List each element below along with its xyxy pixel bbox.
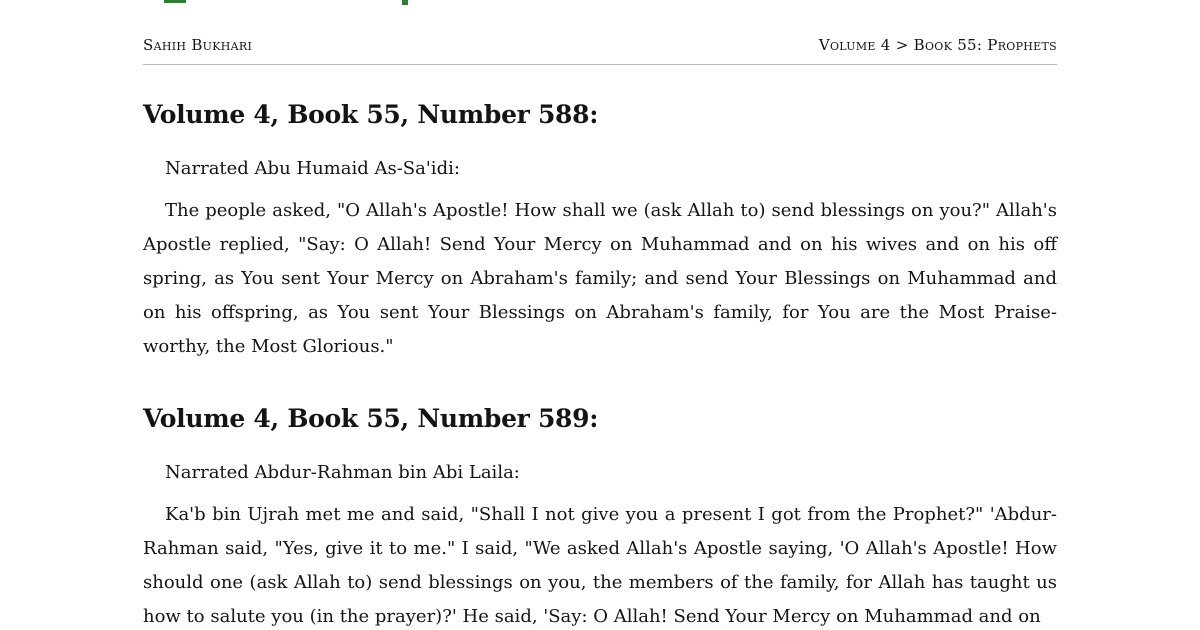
logo-mark-right [402,0,408,5]
page-content [143,98,1057,630]
logo-fragment [164,0,464,8]
hadith-narrator: Narrated Abu Humaid As-Sa'idi: [165,158,460,179]
hadith-heading: Volume 4, Book 55, Number 588: [143,100,599,129]
book-title: Sahih Bukhari [143,36,253,54]
breadcrumb: Volume 4 > Book 55: Prophets [818,36,1057,54]
hadith-section-588 [143,98,1057,364]
hadith-heading: Volume 4, Book 55, Number 589: [143,404,599,433]
running-header [143,36,1057,65]
hadith-section-589 [143,402,1057,630]
hadith-narrator: Narrated Abdur-Rahman bin Abi Laila: [165,462,520,483]
logo-mark-left [164,0,186,3]
hadith-text: Ka'b bin Ujrah met me and said, "Shall I not give you a present I got from the Prophet?" 'Abdur-Rahman said, "Yes, give it to me." I said, "We asked Allah's Apostle saying, 'O Allah's Apostle! How should one (ask Allah to) send blessings on you, the members of the family, for Allah has taught us how to salute you (in the prayer)?' He said, 'Say: O Allah! Send Your Mercy on Muhammad and on [143,504,1057,627]
hadith-text: The people asked, "O Allah's Apostle! How shall we (ask Allah to) send blessings on you?" Allah's Apostle replied, "Say: O Allah! Send Your Mercy on Muhammad and on his wives and on his off spring, as You sent Your Mercy on Abraham's family; and send Your Blessings on Muhammad and on his offspring, as You sent Your Blessings on Abraham's family, for You are the Most Praise-worthy, the Most Glorious." [143,200,1057,357]
